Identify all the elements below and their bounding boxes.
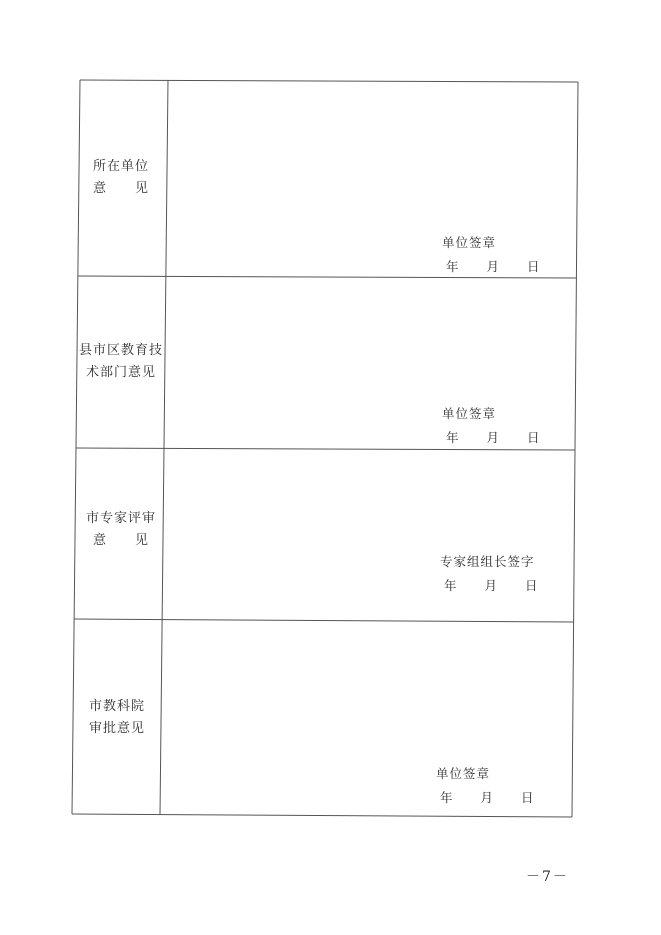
signature-block: [442, 402, 541, 450]
label-line: 术部门意见: [85, 365, 156, 380]
section-label: [76, 80, 166, 276]
page-number: －7－: [526, 869, 569, 885]
date-line: 年 月 日: [440, 790, 535, 805]
signature-block: [440, 550, 539, 598]
label-line: 审批意见: [88, 721, 145, 736]
signature-block: [436, 762, 535, 810]
signature-label: 专家组组长签字: [440, 554, 535, 569]
section-label: [72, 620, 162, 816]
label-line: 县市区教育技: [78, 343, 163, 358]
section-label: [76, 448, 166, 620]
date-line: 年 月 日: [446, 430, 541, 445]
approval-form-table: [76, 80, 578, 816]
section-institute-approval-opinion: [76, 620, 578, 816]
date-line: 年 月 日: [444, 578, 539, 593]
label-line: 市教科院: [88, 699, 145, 714]
label-line: 意 见: [92, 181, 149, 196]
signature-label: 单位签章: [442, 406, 497, 421]
signature-block: [442, 231, 541, 279]
section-unit-opinion: [76, 80, 578, 276]
section-expert-review-opinion: [76, 448, 578, 620]
section-county-dept-opinion: [76, 276, 578, 448]
section-label: [76, 276, 166, 448]
label-line: 意 见: [92, 533, 149, 548]
date-line: 年 月 日: [446, 259, 541, 274]
signature-label: 单位签章: [436, 766, 491, 781]
signature-label: 单位签章: [442, 235, 497, 250]
label-line: 所在单位: [92, 159, 149, 174]
label-line: 市专家评审: [85, 511, 156, 526]
